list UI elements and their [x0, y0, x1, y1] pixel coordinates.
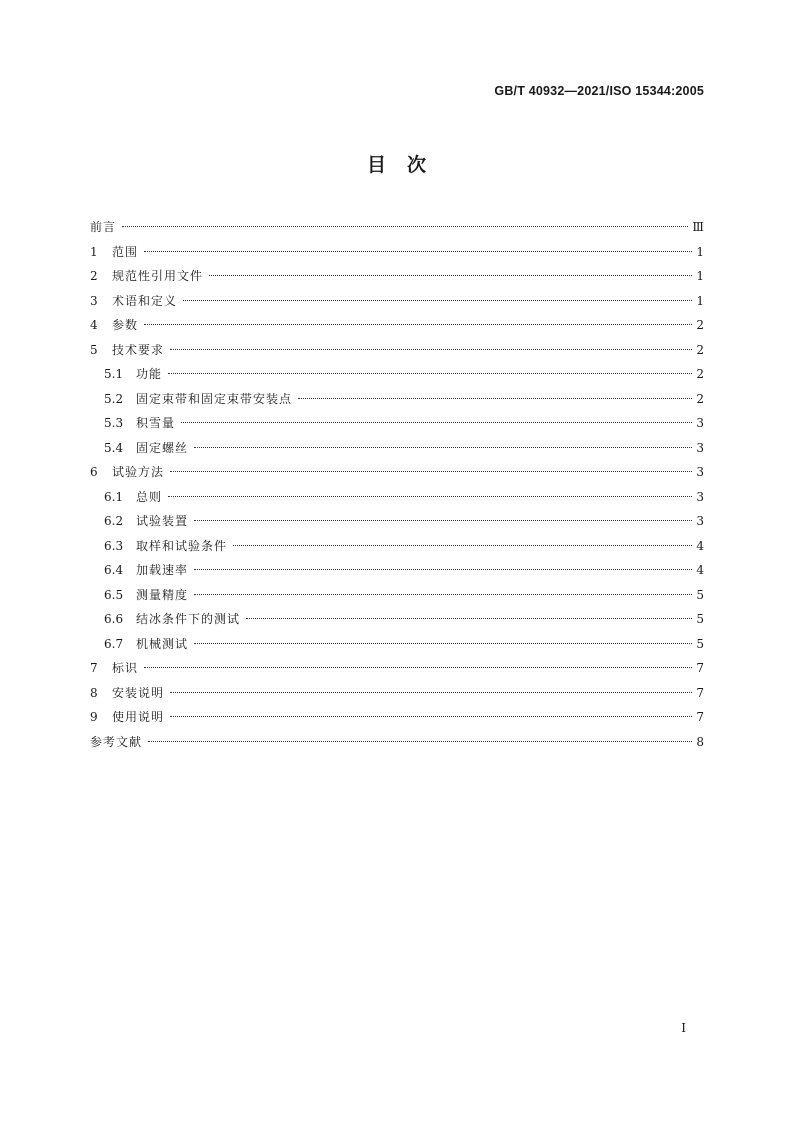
toc-entry-page: 7 — [696, 661, 704, 675]
standard-code: GB/T 40932—2021/ISO 15344:2005 — [494, 84, 704, 98]
toc-entry[interactable] — [90, 632, 704, 657]
table-of-contents — [90, 215, 704, 754]
toc-entry-label: 安装说明 — [112, 685, 165, 700]
toc-entry[interactable] — [90, 485, 704, 510]
toc-entry-number: 6 — [90, 465, 98, 479]
toc-entry-page: 2 — [696, 342, 704, 357]
toc-entry-page: 3 — [696, 465, 704, 479]
toc-entry-page: 4 — [696, 538, 704, 553]
toc-entry-number: 5.2 — [104, 391, 124, 406]
toc-entry-label: 机械测试 — [136, 636, 189, 651]
toc-entry-page: 5 — [696, 612, 704, 626]
dot-leader — [170, 692, 692, 693]
dot-leader — [246, 618, 692, 619]
toc-entry-number: 6.5 — [104, 587, 124, 602]
toc-entry-page: 3 — [696, 489, 704, 504]
toc-entry-label: 积雪量 — [136, 416, 176, 430]
toc-entry[interactable] — [90, 264, 704, 289]
dot-leader — [181, 422, 692, 423]
toc-entry-label: 试验装置 — [136, 514, 189, 528]
toc-entry-page: 5 — [696, 636, 704, 651]
toc-entry[interactable] — [90, 240, 704, 265]
toc-entry-label: 试验方法 — [112, 465, 165, 479]
toc-entry-page: 2 — [696, 367, 704, 381]
toc-entry-label: 固定束带和固定束带安装点 — [136, 391, 293, 406]
toc-entry[interactable] — [90, 460, 704, 485]
toc-entry[interactable] — [90, 411, 704, 436]
toc-entry-page: 3 — [696, 416, 704, 430]
dot-leader — [194, 594, 692, 595]
toc-entry-page: 1 — [696, 293, 704, 308]
toc-entry-number: 9 — [90, 710, 98, 724]
toc-entry-label: 固定螺丝 — [136, 440, 189, 455]
dot-leader — [194, 447, 692, 448]
toc-entry-number: 5.1 — [104, 367, 124, 381]
toc-entry-page: 1 — [696, 269, 704, 283]
toc-entry-page: 8 — [696, 734, 704, 749]
toc-entry-number: 6.2 — [104, 514, 124, 528]
dot-leader — [233, 545, 692, 546]
dot-leader — [170, 349, 692, 350]
dot-leader — [170, 716, 692, 717]
toc-entry-page: 7 — [696, 710, 704, 724]
toc-entry-label: 规范性引用文件 — [112, 269, 204, 283]
toc-entry-page: 2 — [696, 391, 704, 406]
toc-entry[interactable] — [90, 387, 704, 412]
dot-leader — [194, 520, 692, 521]
dot-leader — [122, 226, 688, 227]
toc-entry[interactable] — [90, 681, 704, 706]
dot-leader — [148, 741, 692, 742]
toc-entry-label: 标识 — [112, 661, 139, 675]
toc-entry-number: 3 — [90, 293, 98, 308]
dot-leader — [168, 496, 692, 497]
toc-entry[interactable] — [90, 362, 704, 387]
toc-entry-label: 前言 — [90, 220, 117, 234]
toc-entry-page: Ⅲ — [692, 220, 704, 234]
toc-entry-number: 6.3 — [104, 538, 124, 553]
toc-entry[interactable] — [90, 313, 704, 338]
toc-entry-number: 4 — [90, 318, 98, 332]
toc-entry-number: 6.1 — [104, 489, 124, 504]
toc-entry-label: 总则 — [136, 489, 163, 504]
toc-entry-number: 2 — [90, 269, 98, 283]
dot-leader — [194, 643, 692, 644]
toc-entry-number: 1 — [90, 244, 98, 259]
toc-entry-page: 3 — [696, 440, 704, 455]
toc-entry-page: 5 — [696, 587, 704, 602]
toc-entry[interactable] — [90, 558, 704, 583]
toc-entry[interactable] — [90, 215, 704, 240]
dot-leader — [168, 373, 692, 374]
dot-leader — [144, 251, 692, 252]
toc-entry-label: 参数 — [112, 318, 139, 332]
toc-entry-label: 加载速率 — [136, 563, 189, 577]
page-title: 目 次 — [366, 154, 427, 176]
dot-leader — [183, 300, 692, 301]
toc-entry-page: 1 — [696, 244, 704, 259]
dot-leader — [298, 398, 692, 399]
toc-entry[interactable] — [90, 534, 704, 559]
toc-entry-label: 取样和试验条件 — [136, 538, 228, 553]
toc-entry-number: 6.7 — [104, 636, 124, 651]
toc-entry-label: 使用说明 — [112, 710, 165, 724]
toc-entry[interactable] — [90, 607, 704, 632]
toc-entry-label: 测量精度 — [136, 587, 189, 602]
toc-entry-label: 参考文献 — [90, 734, 143, 749]
toc-entry-page: 3 — [696, 514, 704, 528]
dot-leader — [144, 324, 692, 325]
toc-entry[interactable] — [90, 436, 704, 461]
toc-entry[interactable] — [90, 583, 704, 608]
toc-entry[interactable] — [90, 289, 704, 314]
toc-entry-number: 5.3 — [104, 416, 124, 430]
toc-entry-label: 范围 — [112, 244, 139, 259]
toc-entry-page: 4 — [696, 563, 704, 577]
dot-leader — [170, 471, 692, 472]
toc-entry-page: 2 — [696, 318, 704, 332]
toc-entry-number: 7 — [90, 661, 98, 675]
toc-entry-label: 功能 — [136, 367, 163, 381]
toc-entry-label: 技术要求 — [112, 342, 165, 357]
toc-entry[interactable] — [90, 705, 704, 730]
toc-entry-number: 6.4 — [104, 563, 124, 577]
toc-entry[interactable] — [90, 730, 704, 755]
toc-entry-label: 结冰条件下的测试 — [136, 612, 241, 626]
toc-entry-label: 术语和定义 — [112, 293, 178, 308]
dot-leader — [194, 569, 692, 570]
toc-entry-number: 6.6 — [104, 612, 124, 626]
dot-leader — [144, 667, 692, 668]
toc-entry-number: 5 — [90, 342, 98, 357]
toc-entry[interactable] — [90, 338, 704, 363]
toc-entry[interactable] — [90, 509, 704, 534]
page-number: Ⅰ — [681, 1021, 686, 1035]
toc-entry-page: 7 — [696, 685, 704, 700]
toc-entry-number: 5.4 — [104, 440, 124, 455]
dot-leader — [209, 275, 692, 276]
toc-entry[interactable] — [90, 656, 704, 681]
toc-entry-number: 8 — [90, 685, 98, 700]
